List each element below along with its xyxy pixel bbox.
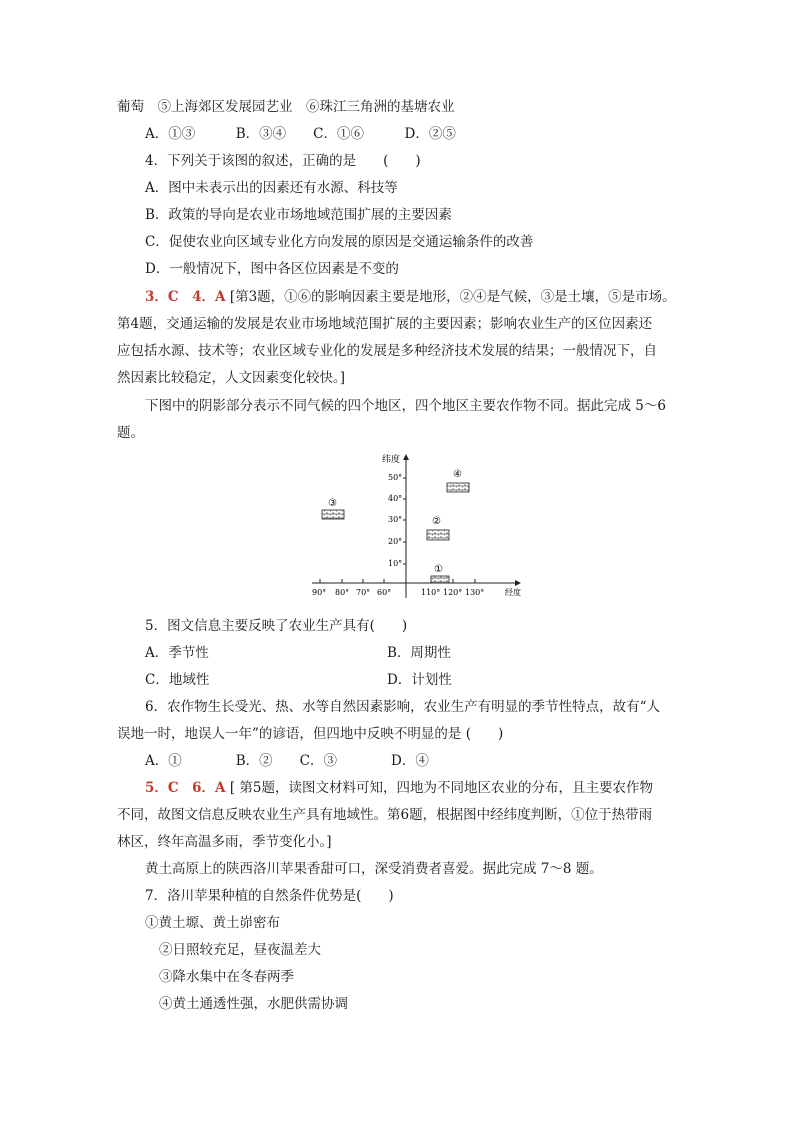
answer-5-6-line2: 不同，故图文信息反映农业生产具有地域性。第6题，根据图中经纬度判断，①位于热带雨 (117, 807, 653, 823)
x-tick-70: 70° (356, 588, 371, 597)
x-tick-90: 90° (312, 588, 327, 597)
y-tick-20: 20° (388, 537, 403, 546)
x-tick-110: 110° (421, 588, 441, 597)
y-tick-10: 10° (388, 559, 403, 568)
region-3-marker (322, 498, 344, 519)
region-3-shading (322, 510, 344, 519)
answer-5-6-line3: 林区，终年高温多雨，季节变化小。] (117, 834, 332, 850)
answer-3-4-line2: 第4题，交通运输的发展是农业市场地域范围扩展的主要因素；影响农业生产的区位因素还 (117, 316, 653, 332)
y-axis-label: 纬度 (382, 455, 401, 465)
q4-option-a: A．图中未表示出的因素还有水源、科技等 (145, 180, 398, 196)
q7-stem: 7．洛川苹果种植的自然条件优势是( ) (145, 888, 394, 904)
q4-stem: 4．下列关于该图的叙述，正确的是 ( ) (145, 153, 421, 169)
x-tick-80: 80° (335, 588, 350, 597)
intro-5-6-line2: 题。 (117, 425, 144, 441)
answer-key-3-4: 3．C 4．A (145, 289, 226, 305)
q6-stem: 6．农作物生长受光、热、水等自然因素影响，农业生产有明显的季节性特点，故有“人 (145, 699, 660, 715)
line-continuation: 葡萄 ⑤上海郊区发展园艺业 ⑥珠江三角洲的基塘农业 (117, 99, 455, 115)
latitude-longitude-figure (300, 448, 530, 603)
x-ticks (312, 579, 484, 597)
q6-options: A．① B．② C．③ D．④ (145, 753, 429, 769)
q7-item-1: ①黄土塬、黄土峁密布 (145, 915, 280, 931)
answer-3-4 (145, 288, 676, 306)
x-axis-label: 经度 (505, 588, 521, 597)
x-axis-arrow (515, 580, 521, 586)
q5-option-d: D．计划性 (387, 672, 452, 688)
x-tick-130: 130° (465, 588, 485, 597)
region-4-marker (447, 469, 469, 492)
q3-options: A．①③ B．③④ C．①⑥ D．②⑤ (145, 126, 456, 142)
x-tick-120: 120° (443, 588, 463, 597)
q6-stem-line2: 误地一时，地误人一年”的谚语，但四地中反映不明显的是 ( ) (117, 726, 504, 742)
region-2-label: ② (432, 516, 441, 527)
q7-item-4: ④黄土通透性强，水肥供需协调 (159, 996, 348, 1012)
q5-option-a: A．季节性 (145, 645, 209, 661)
q5-stem: 5．图文信息主要反映了农业生产具有( ) (145, 618, 408, 634)
answer-3-4-explanation: [第3题，①⑥的影响因素主要是地形，②④是气候，③是土壤，⑤是市场。 (229, 289, 676, 305)
region-2-marker (427, 516, 449, 540)
y-ticks (388, 473, 406, 568)
intro-7-8: 黄土高原上的陕西洛川苹果香甜可口，深受消费者喜爱。据此完成 7～8 题。 (145, 861, 603, 877)
region-4-shading (447, 483, 469, 492)
region-3-label: ③ (328, 498, 337, 509)
answer-5-6 (145, 779, 653, 797)
q7-item-2: ②日照较充足，昼夜温差大 (159, 942, 321, 958)
q7-item-3: ③降水集中在冬春两季 (159, 969, 294, 985)
q4-option-b: B．政策的导向是农业市场地域范围扩展的主要因素 (145, 207, 452, 223)
y-tick-30: 30° (388, 515, 403, 524)
region-1-marker (431, 564, 449, 583)
region-2-shading (427, 530, 449, 540)
answer-3-4-line3: 应包括水源、技术等；农业区域专业化的发展是多种经济技术发展的结果；一般情况下，自 (117, 343, 657, 359)
region-1-label: ① (434, 564, 443, 575)
answer-key-5-6: 5．C 6．A (145, 780, 226, 796)
q4-option-c: C．促使农业向区域专业化方向发展的原因是交通运输条件的改善 (145, 234, 534, 250)
answer-3-4-line4: 然因素比较稳定，人文因素变化较快。] (117, 370, 346, 386)
q4-option-d: D．一般情况下，图中各区位因素是不变的 (145, 261, 399, 277)
intro-5-6: 下图中的阴影部分表示不同气候的四个地区，四个地区主要农作物不同。据此完成 5～6 (145, 398, 666, 414)
y-tick-40: 40° (388, 494, 403, 503)
y-axis-arrow (403, 454, 409, 460)
answer-5-6-explanation: [ 第5题，读图文材料可知，四地为不同地区农业的分布，且主要农作物 (229, 780, 653, 796)
q5-option-c: C．地域性 (145, 672, 210, 688)
y-tick-50: 50° (388, 473, 403, 482)
region-1-shading (431, 576, 449, 583)
q5-option-b: B．周期性 (387, 645, 451, 661)
x-tick-60: 60° (377, 588, 392, 597)
region-4-label: ④ (453, 469, 462, 480)
